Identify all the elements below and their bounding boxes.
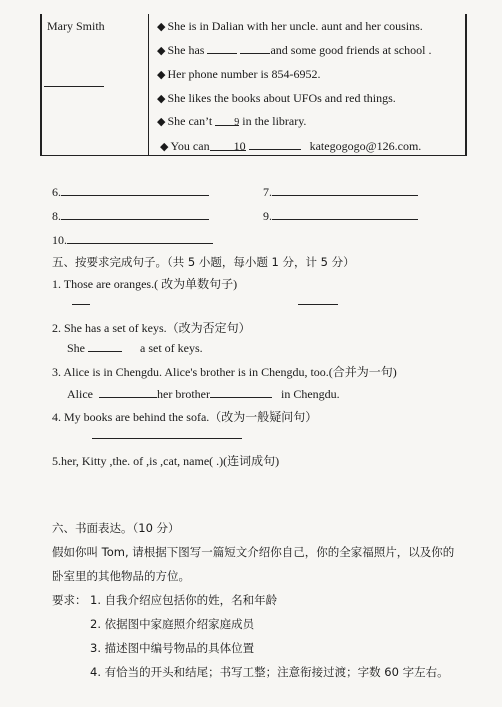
q1-line-b	[298, 304, 338, 305]
q1-line-a	[72, 304, 90, 305]
table-row-4: ◆ She likes the books about UFOs and red things.	[157, 91, 396, 105]
table-row-6: ◆ You can 10 kategogogo@126.com.	[160, 139, 422, 153]
answer-6: 6.	[52, 184, 209, 200]
requirements-label: 要求：	[52, 593, 87, 607]
requirement-3: 3. 描述图中编号物品的具体位置	[90, 641, 255, 655]
answer-7: 7.	[263, 184, 418, 200]
table-name: Mary Smith	[47, 19, 105, 33]
q4-text: 4. My books are behind the sofa.（改为一般疑问句）	[52, 410, 318, 424]
q1-text: 1. Those are oranges.( 改为单数句子)	[52, 277, 238, 291]
table-row-1: ◆ She is in Dalian with her uncle. aunt and her cousins.	[157, 19, 423, 33]
section5-heading: 五、按要求完成句子。（共 5 小题，每小题 1 分，计 5 分）	[52, 255, 355, 269]
section6-para1: 假如你叫 Tom, 请根据下图写一篇短文介绍你自己，你的全家福照片，以及你的	[52, 545, 455, 559]
q5-text: 5.her, Kitty ,the. of ,is ,cat, name( .)(连词成句)	[52, 454, 280, 468]
answer-10: 10.	[52, 232, 213, 248]
table-row-2: ◆ She has and some good friends at school .	[157, 43, 432, 57]
table-row-3: ◆ Her phone number is 854-6952.	[157, 67, 321, 81]
section6-para2: 卧室里的其他物品的方位。	[52, 569, 190, 583]
requirement-1: 1. 自我介绍应包括你的姓，名和年龄	[90, 593, 278, 607]
requirement-2: 2. 依据图中家庭照介绍家庭成员	[90, 617, 255, 631]
q3-fill: Alice her brother in Chengdu.	[67, 387, 340, 401]
requirement-4: 4. 有恰当的开头和结尾；书写工整；注意衔接过渡；字数 60 字左右。	[90, 665, 449, 679]
q2-text: 2. She has a set of keys.（改为否定句）	[52, 321, 251, 335]
q2-fill: She a set of keys.	[67, 341, 203, 355]
answer-8: 8.	[52, 208, 209, 224]
section6-heading: 六、书面表达。（10 分）	[52, 521, 180, 535]
table-row-5: ◆ She can’t 9 in the library.	[157, 114, 307, 128]
q3-text: 3. Alice is in Chengdu. Alice's brother is in Chengdu, too.(合并为一句)	[52, 365, 397, 379]
q4-answer-line	[92, 438, 242, 439]
answer-9: 9.	[263, 208, 418, 224]
